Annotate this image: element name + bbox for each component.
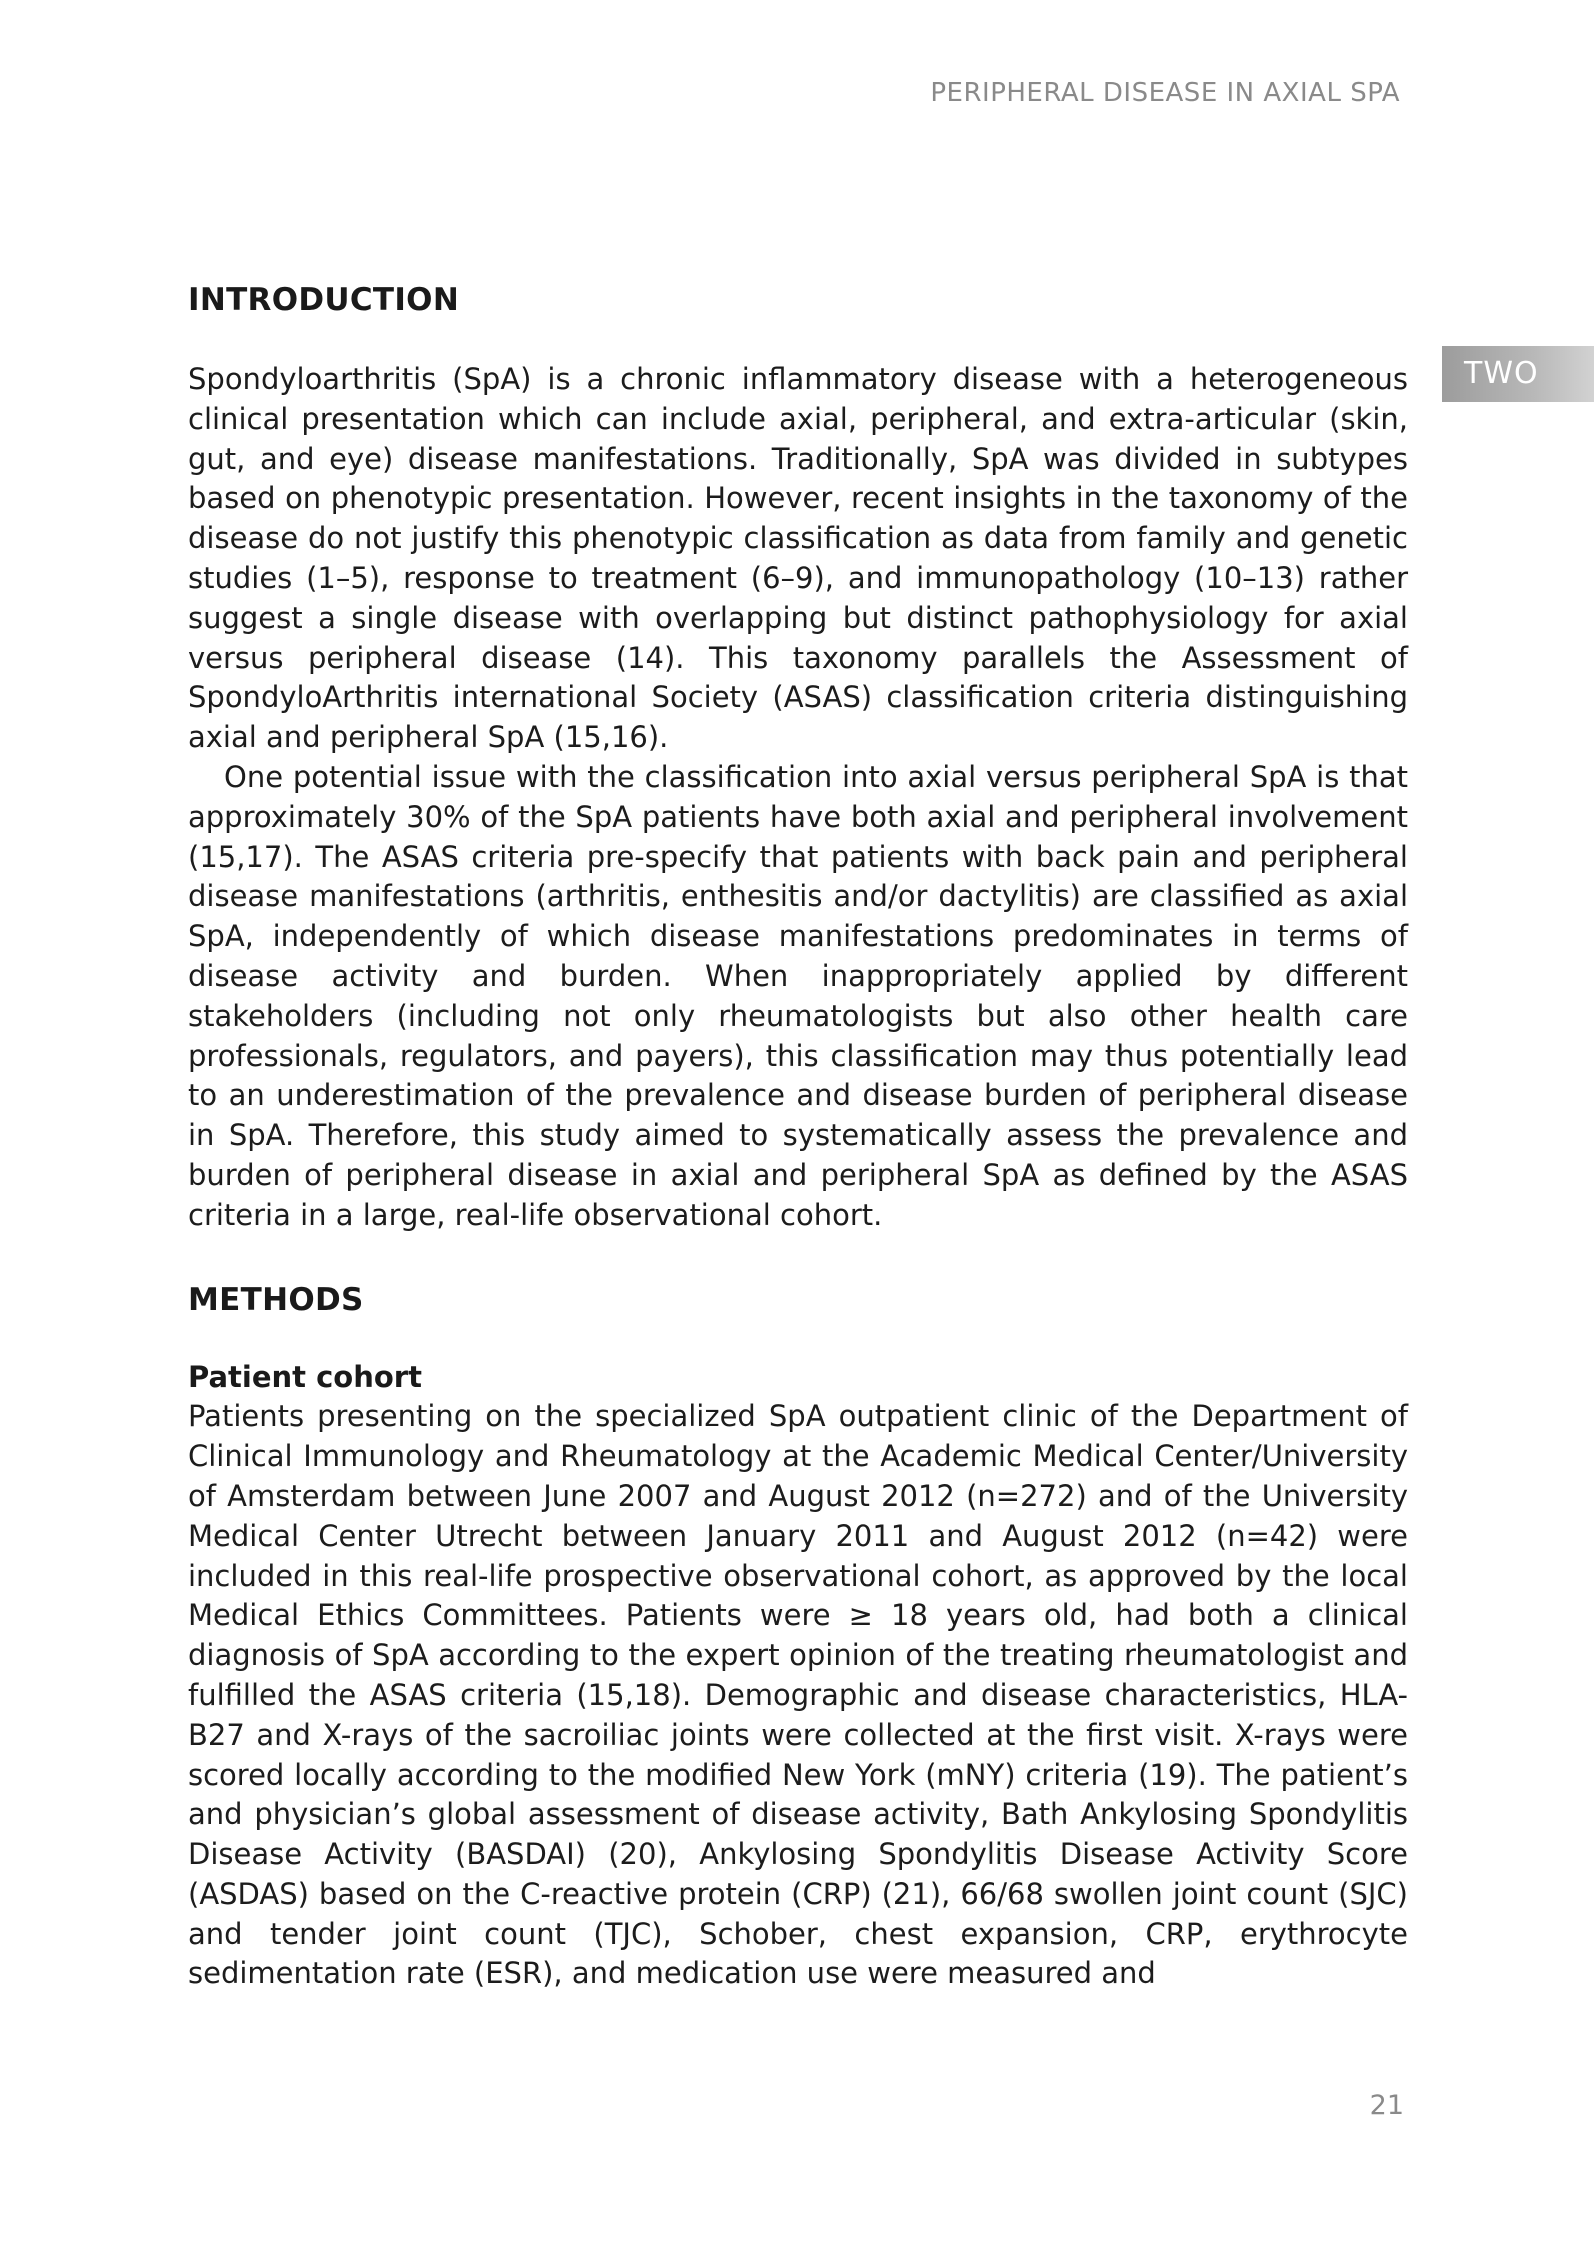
chapter-tab: TWO	[1442, 346, 1594, 402]
introduction-paragraph-2: One potential issue with the classification into axial versus peripheral SpA is that approximately 30% of the SpA patients have both axial and peripheral involvement (15,17). The ASAS criteria pre-specify that patients with back pain and peripheral disease manifestations (arthritis, enthesitis and/or dactylitis) are classified as axial SpA, independently of which disease manifestations predominates in terms of disease activity and burden. When inappropriately applied by different stakeholders (including not only rheumatologists but also other health care professionals, regulators, and payers), this classification may thus potentially lead to an underestimation of the prevalence and disease burden of peripheral disease in SpA. Therefore, this study aimed to systematically assess the prevalence and burden of peripheral disease in axial and peripheral SpA as defined by the ASAS criteria in a large, real-life observational cohort.	[188, 759, 1408, 1232]
methods-paragraph: Patients presenting on the specialized SpA outpatient clinic of the Department of Clinical Immunology and Rheumatology at the Academic Medical Center/University of Amsterdam between June 2007 and August 2012 (n=272) and of the University Medical Center Utrecht between January 2011 and August 2012 (n=42) were included in this real-life prospective observational cohort, as approved by the local Medical Ethics Committees. Patients were ≥ 18 years old, had both a clinical diagnosis of SpA according to the expert opinion of the treating rheumatologist and fulfilled the ASAS criteria (15,18). Demographic and disease characteristics, HLA-B27 and X-rays of the sacroiliac joints were collected at the first visit. X-rays were scored locally according to the modified New York (mNY) criteria (19). The patient’s and physician’s global assessment of disease activity, Bath Ankylosing Spondylitis Disease Activity (BASDAI) (20), Ankylosing Spondylitis Disease Activity Score (ASDAS) based on the C-reactive protein (CRP) (21), 66/68 swollen joint count (SJC) and tender joint count (TJC), Schober, chest expansion, CRP, erythrocyte sedimentation rate (ESR), and medication use were measured and	[188, 1399, 1408, 1991]
introduction-paragraph-1: Spondyloarthritis (SpA) is a chronic inflammatory disease with a heterogeneous clinical presentation which can include axial, peripheral, and extra-articular (skin, gut, and eye) disease manifestations. Traditionally, SpA was divided in subtypes based on phenotypic presentation. However, recent insights in the taxonomy of the disease do not justify this phenotypic classification as data from family and genetic studies (1–5), response to treatment (6–9), and immunopathology (10–13) rather suggest a single disease with overlapping but distinct pathophysiology for axial versus peripheral disease (14). This taxonomy parallels the Assessment of SpondyloArthritis international Society (ASAS) classification criteria distinguishing axial and peripheral SpA (15,16).	[188, 362, 1408, 755]
page-number: 21	[1369, 2090, 1404, 2121]
methods-heading: METHODS	[188, 1281, 364, 1318]
patient-cohort-subheading: Patient cohort	[188, 1359, 422, 1394]
article-body	[188, 282, 1408, 1994]
running-header: PERIPHERAL DISEASE IN AXIAL SPA	[930, 78, 1400, 108]
introduction-heading: INTRODUCTION	[188, 282, 460, 318]
